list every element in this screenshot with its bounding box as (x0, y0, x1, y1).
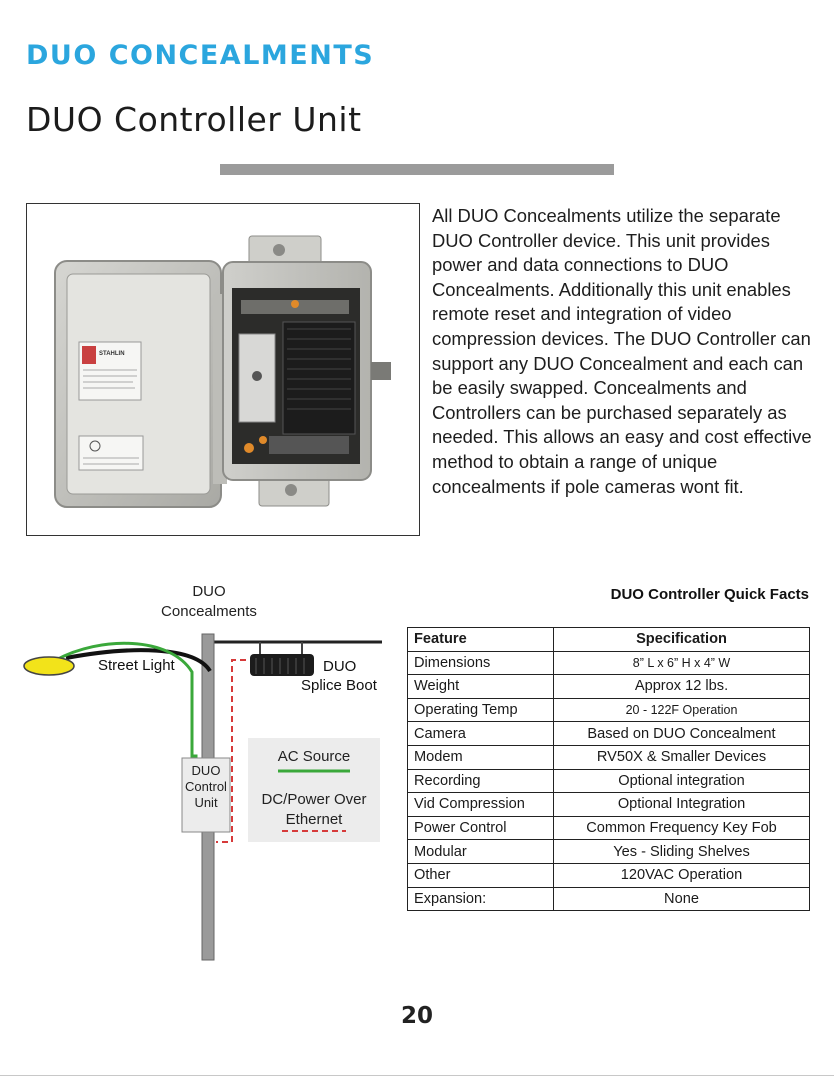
row-spec: Based on DUO Concealment (554, 722, 810, 746)
header-specification: Specification (554, 628, 810, 652)
row-spec: 8” L x 6” H x 4” W (554, 651, 810, 675)
row-spec: Optional integration (554, 769, 810, 793)
control-unit-label-1: DUO (191, 763, 221, 778)
row-feature: Modular (408, 840, 554, 864)
row-feature: Other (408, 863, 554, 887)
row-feature: Camera (408, 722, 554, 746)
table-row (408, 698, 810, 722)
quick-facts-table (407, 627, 810, 911)
row-feature: Expansion: (408, 887, 554, 911)
row-spec: None (554, 887, 810, 911)
row-feature: Recording (408, 769, 554, 793)
footer-divider (0, 1075, 834, 1076)
diagram-splice-label-2: Splice Boot (301, 677, 377, 694)
wiring-diagram (20, 576, 395, 966)
row-spec: 20 - 122F Operation (554, 698, 810, 722)
quick-facts-title: DUO Controller Quick Facts (610, 586, 809, 603)
intro-paragraph: All DUO Concealments utilize the separate DUO Controller device. This unit provides power and data connections to DUO Concealments. Additionally this unit enables remote reset and integration of video compression devices. The DUO Controller can support any DUO Concealment and each can be easily swapped. Concealments and Controllers can be purchased separately as needed. This allows an easy and cost effective method to obtain a range of unique concealments if pole cameras wont fit. (432, 205, 812, 497)
control-unit-label-2: Control (185, 779, 227, 794)
title-divider (220, 164, 614, 175)
diagram-street-light-label: Street Light (98, 657, 175, 674)
street-lamp-icon (24, 657, 74, 675)
page-title: DUO Controller Unit (26, 100, 362, 139)
table-row (408, 651, 810, 675)
row-feature: Operating Temp (408, 698, 554, 722)
legend-ac-label: AC Source (277, 748, 351, 765)
legend-dc-label-2: Ethernet (285, 811, 343, 828)
row-feature: Power Control (408, 816, 554, 840)
row-spec: 120VAC Operation (554, 863, 810, 887)
table-row (408, 887, 810, 911)
header-feature: Feature (408, 628, 554, 652)
row-spec: Common Frequency Key Fob (554, 816, 810, 840)
diagram-concealments-label-2: Concealments (161, 603, 257, 620)
label-brand-text: STAHLIN (99, 351, 125, 357)
row-feature: Modem (408, 745, 554, 769)
control-unit-label-3: Unit (194, 795, 218, 810)
table-row (408, 745, 810, 769)
diagram-concealments-label-1: DUO (192, 583, 226, 600)
brand-heading: DUO CONCEALMENTS (26, 40, 375, 71)
row-spec: Yes - Sliding Shelves (554, 840, 810, 864)
diagram-splice-label-1: DUO (323, 658, 357, 675)
table-header-row (408, 628, 810, 652)
row-feature: Dimensions (408, 651, 554, 675)
table-row (408, 722, 810, 746)
row-spec: Approx 12 lbs. (554, 675, 810, 699)
table-row (408, 840, 810, 864)
table-row (408, 816, 810, 840)
controller-enclosure-illustration (27, 204, 419, 535)
legend-dc-label-1: DC/Power Over (261, 791, 367, 808)
row-feature: Weight (408, 675, 554, 699)
page-number: 20 (400, 1003, 433, 1029)
controller-photo (26, 203, 420, 536)
table-row (408, 863, 810, 887)
row-feature: Vid Compression (408, 793, 554, 817)
table-row (408, 769, 810, 793)
row-spec: RV50X & Smaller Devices (554, 745, 810, 769)
table-row (408, 793, 810, 817)
row-spec: Optional Integration (554, 793, 810, 817)
table-row (408, 675, 810, 699)
